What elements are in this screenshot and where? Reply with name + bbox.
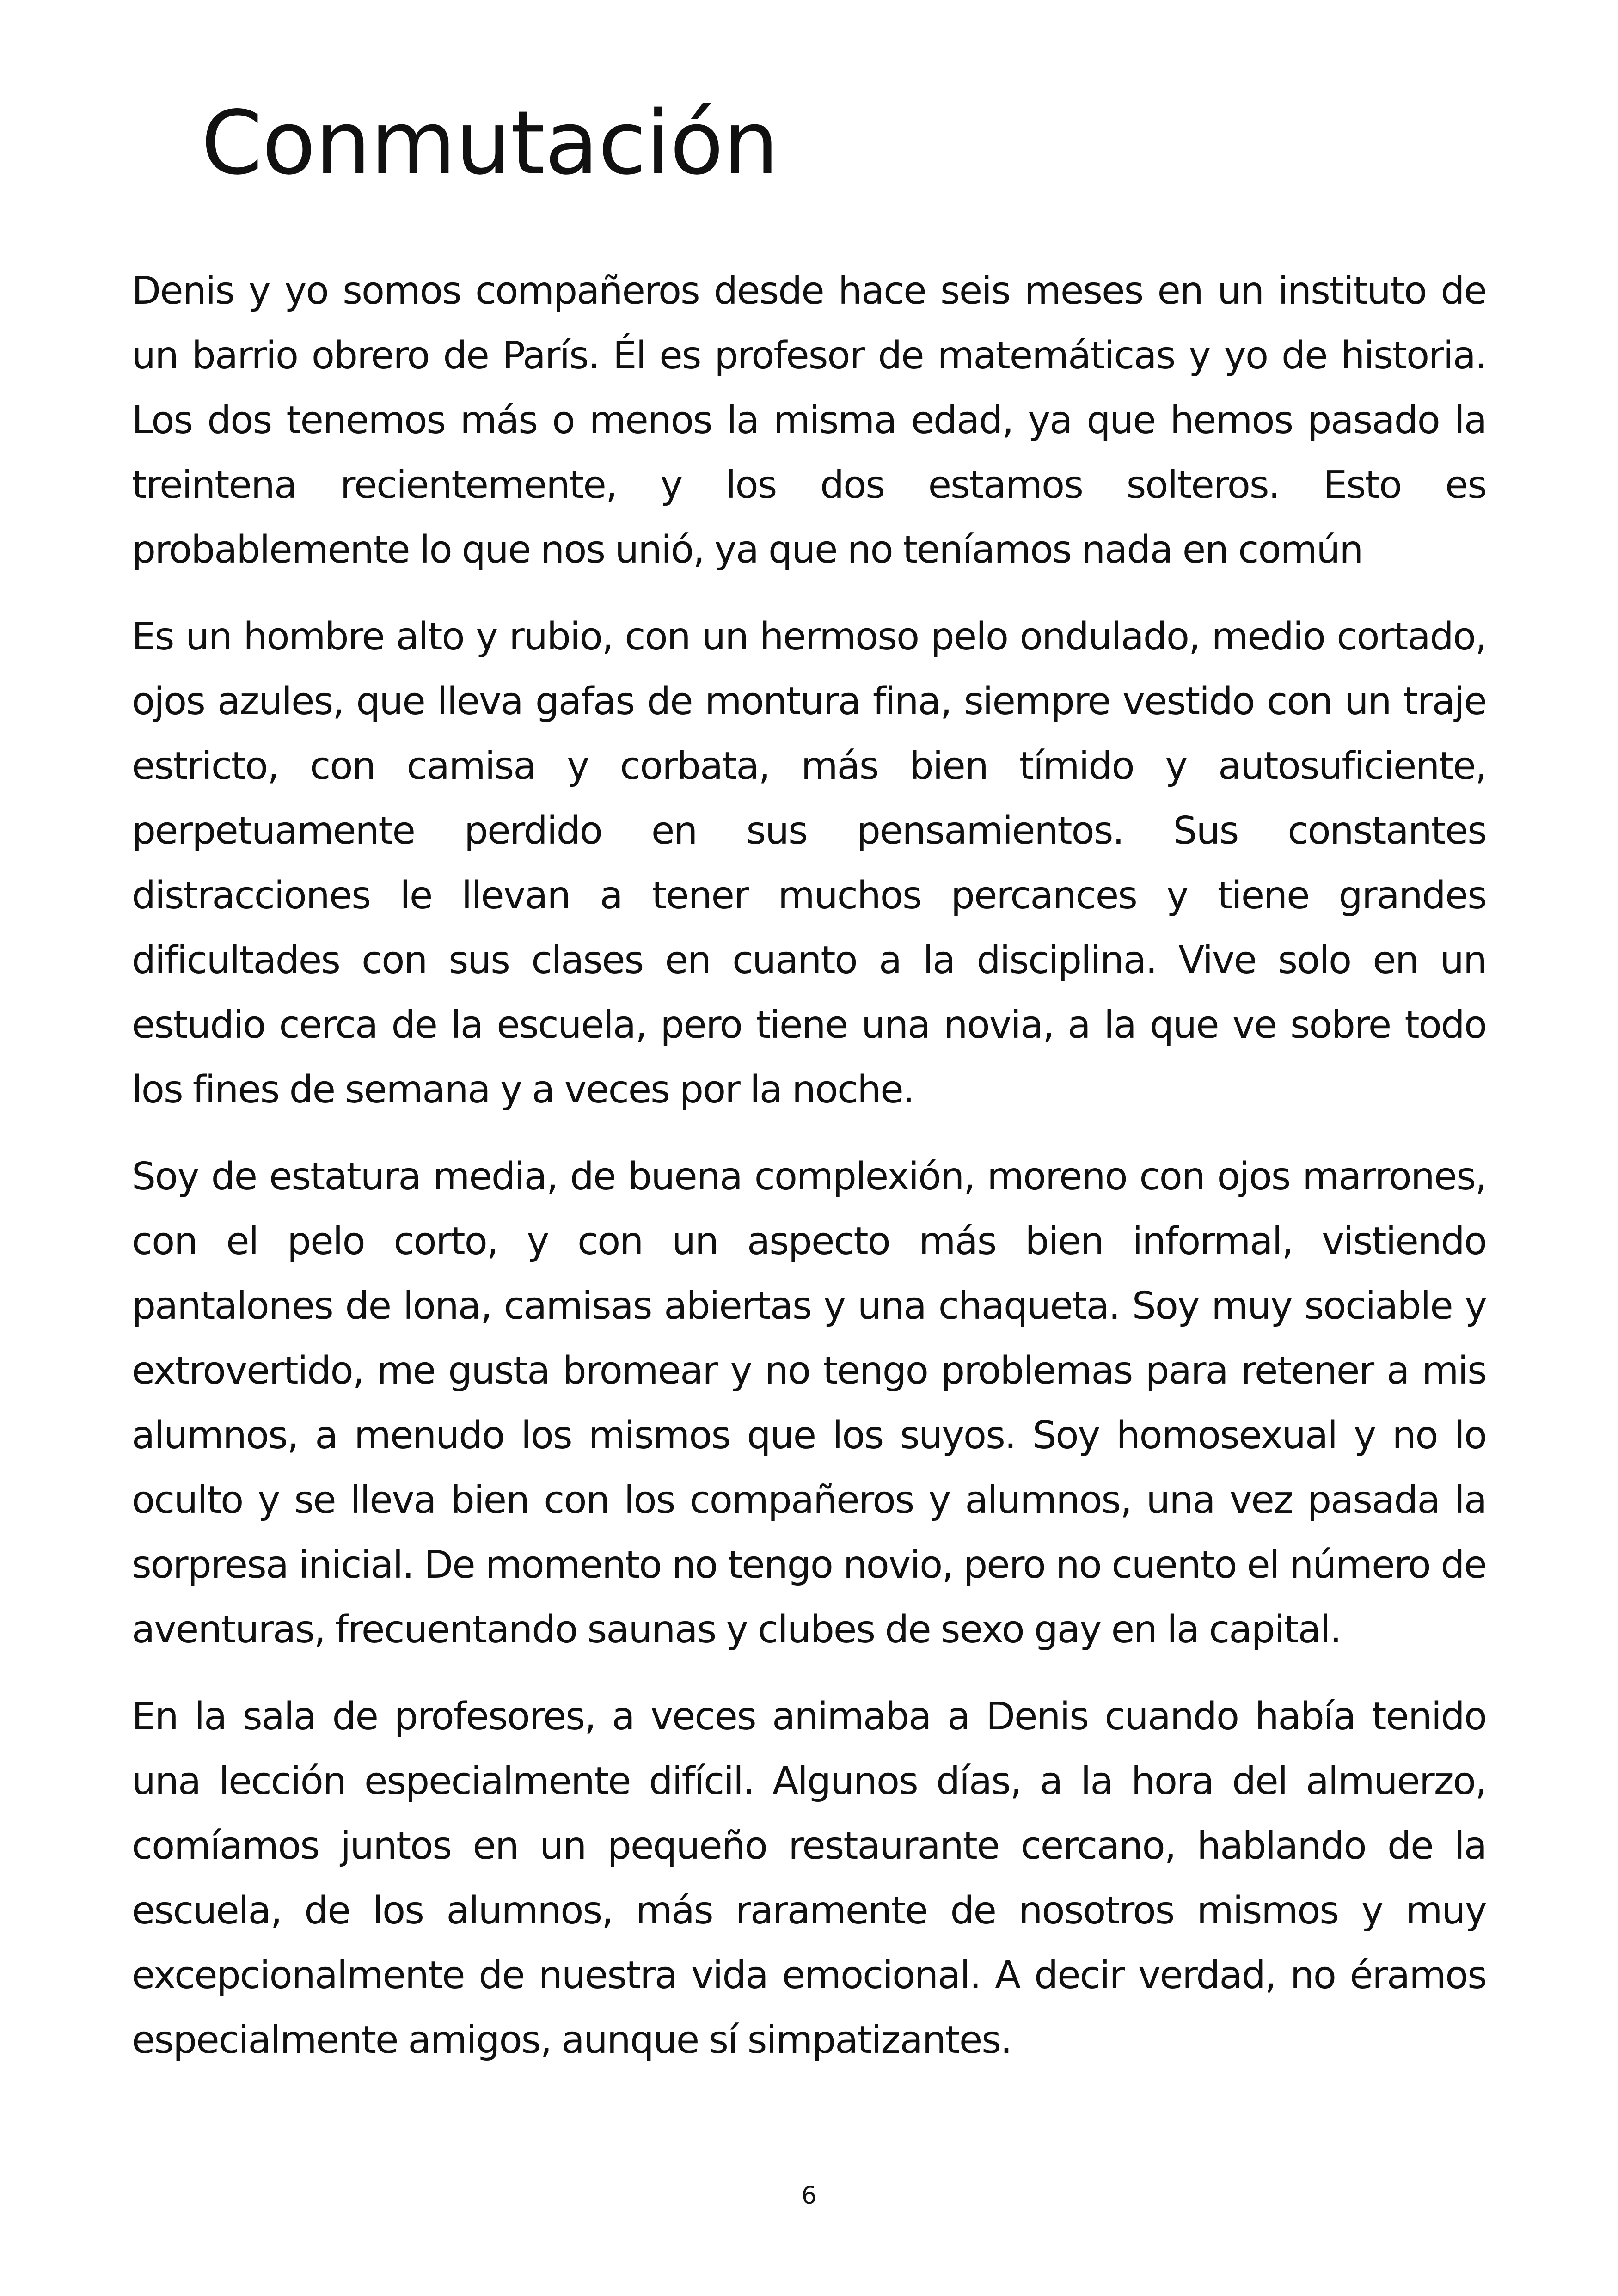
paragraph-4: En la sala de profesores, a veces animaba a Denis cuando había tenido una lección especialmente difícil. Algunos días, a la hora del almuerzo, comíamos juntos en un pequeño restaurante cercano, hablando de la escuela, de los alumnos, más raramente de nosotros mismos y muy excepcionalmente de nuestra vida emocional. A decir verdad, no éramos especialmente amigos, aunque sí simpatizantes. [132,1695,1486,2062]
page-title: Conmutación [201,92,778,194]
body-text [132,259,1486,2095]
paragraph-3: Soy de estatura media, de buena complexión, moreno con ojos marrones, con el pelo corto, y con un aspecto más bien informal, vistiendo pantalones de lona, camisas abiertas y una chaqueta. Soy muy sociable y extrovertido, me gusta bromear y no tengo problemas para retener a mis alumnos, a menudo los mismos que los suyos. Soy homosexual y no lo oculto y se lleva bien con los compañeros y alumnos, una vez pasada la sorpresa inicial. De momento no tengo novio, pero no cuento el número de aventuras, frecuentando saunas y clubes de sexo gay en la capital. [132,1155,1486,1652]
page-number: 6 [801,2182,817,2210]
paragraph-2: Es un hombre alto y rubio, con un hermoso pelo ondulado, medio cortado, ojos azules, que lleva gafas de montura fina, siempre vestido con un traje estricto, con camisa y corbata, más bien tímido y autosuficiente, perpetuamente perdido en sus pensamientos. Sus constantes distracciones le llevan a tener muchos percances y tiene grandes dificultades con sus clases en cuanto a la disciplina. Vive solo en un estudio cerca de la escuela, pero tiene una novia, a la que ve sobre todo los fines de semana y a veces por la noche. [132,615,1486,1112]
paragraph-1: Denis y yo somos compañeros desde hace seis meses en un instituto de un barrio obrero de París. Él es profesor de matemáticas y yo de historia. Los dos tenemos más o menos la misma edad, ya que hemos pasado la treintena recientemente, y los dos estamos solteros. Esto es probablemente lo que nos unió, ya que no teníamos nada en común [132,269,1486,572]
